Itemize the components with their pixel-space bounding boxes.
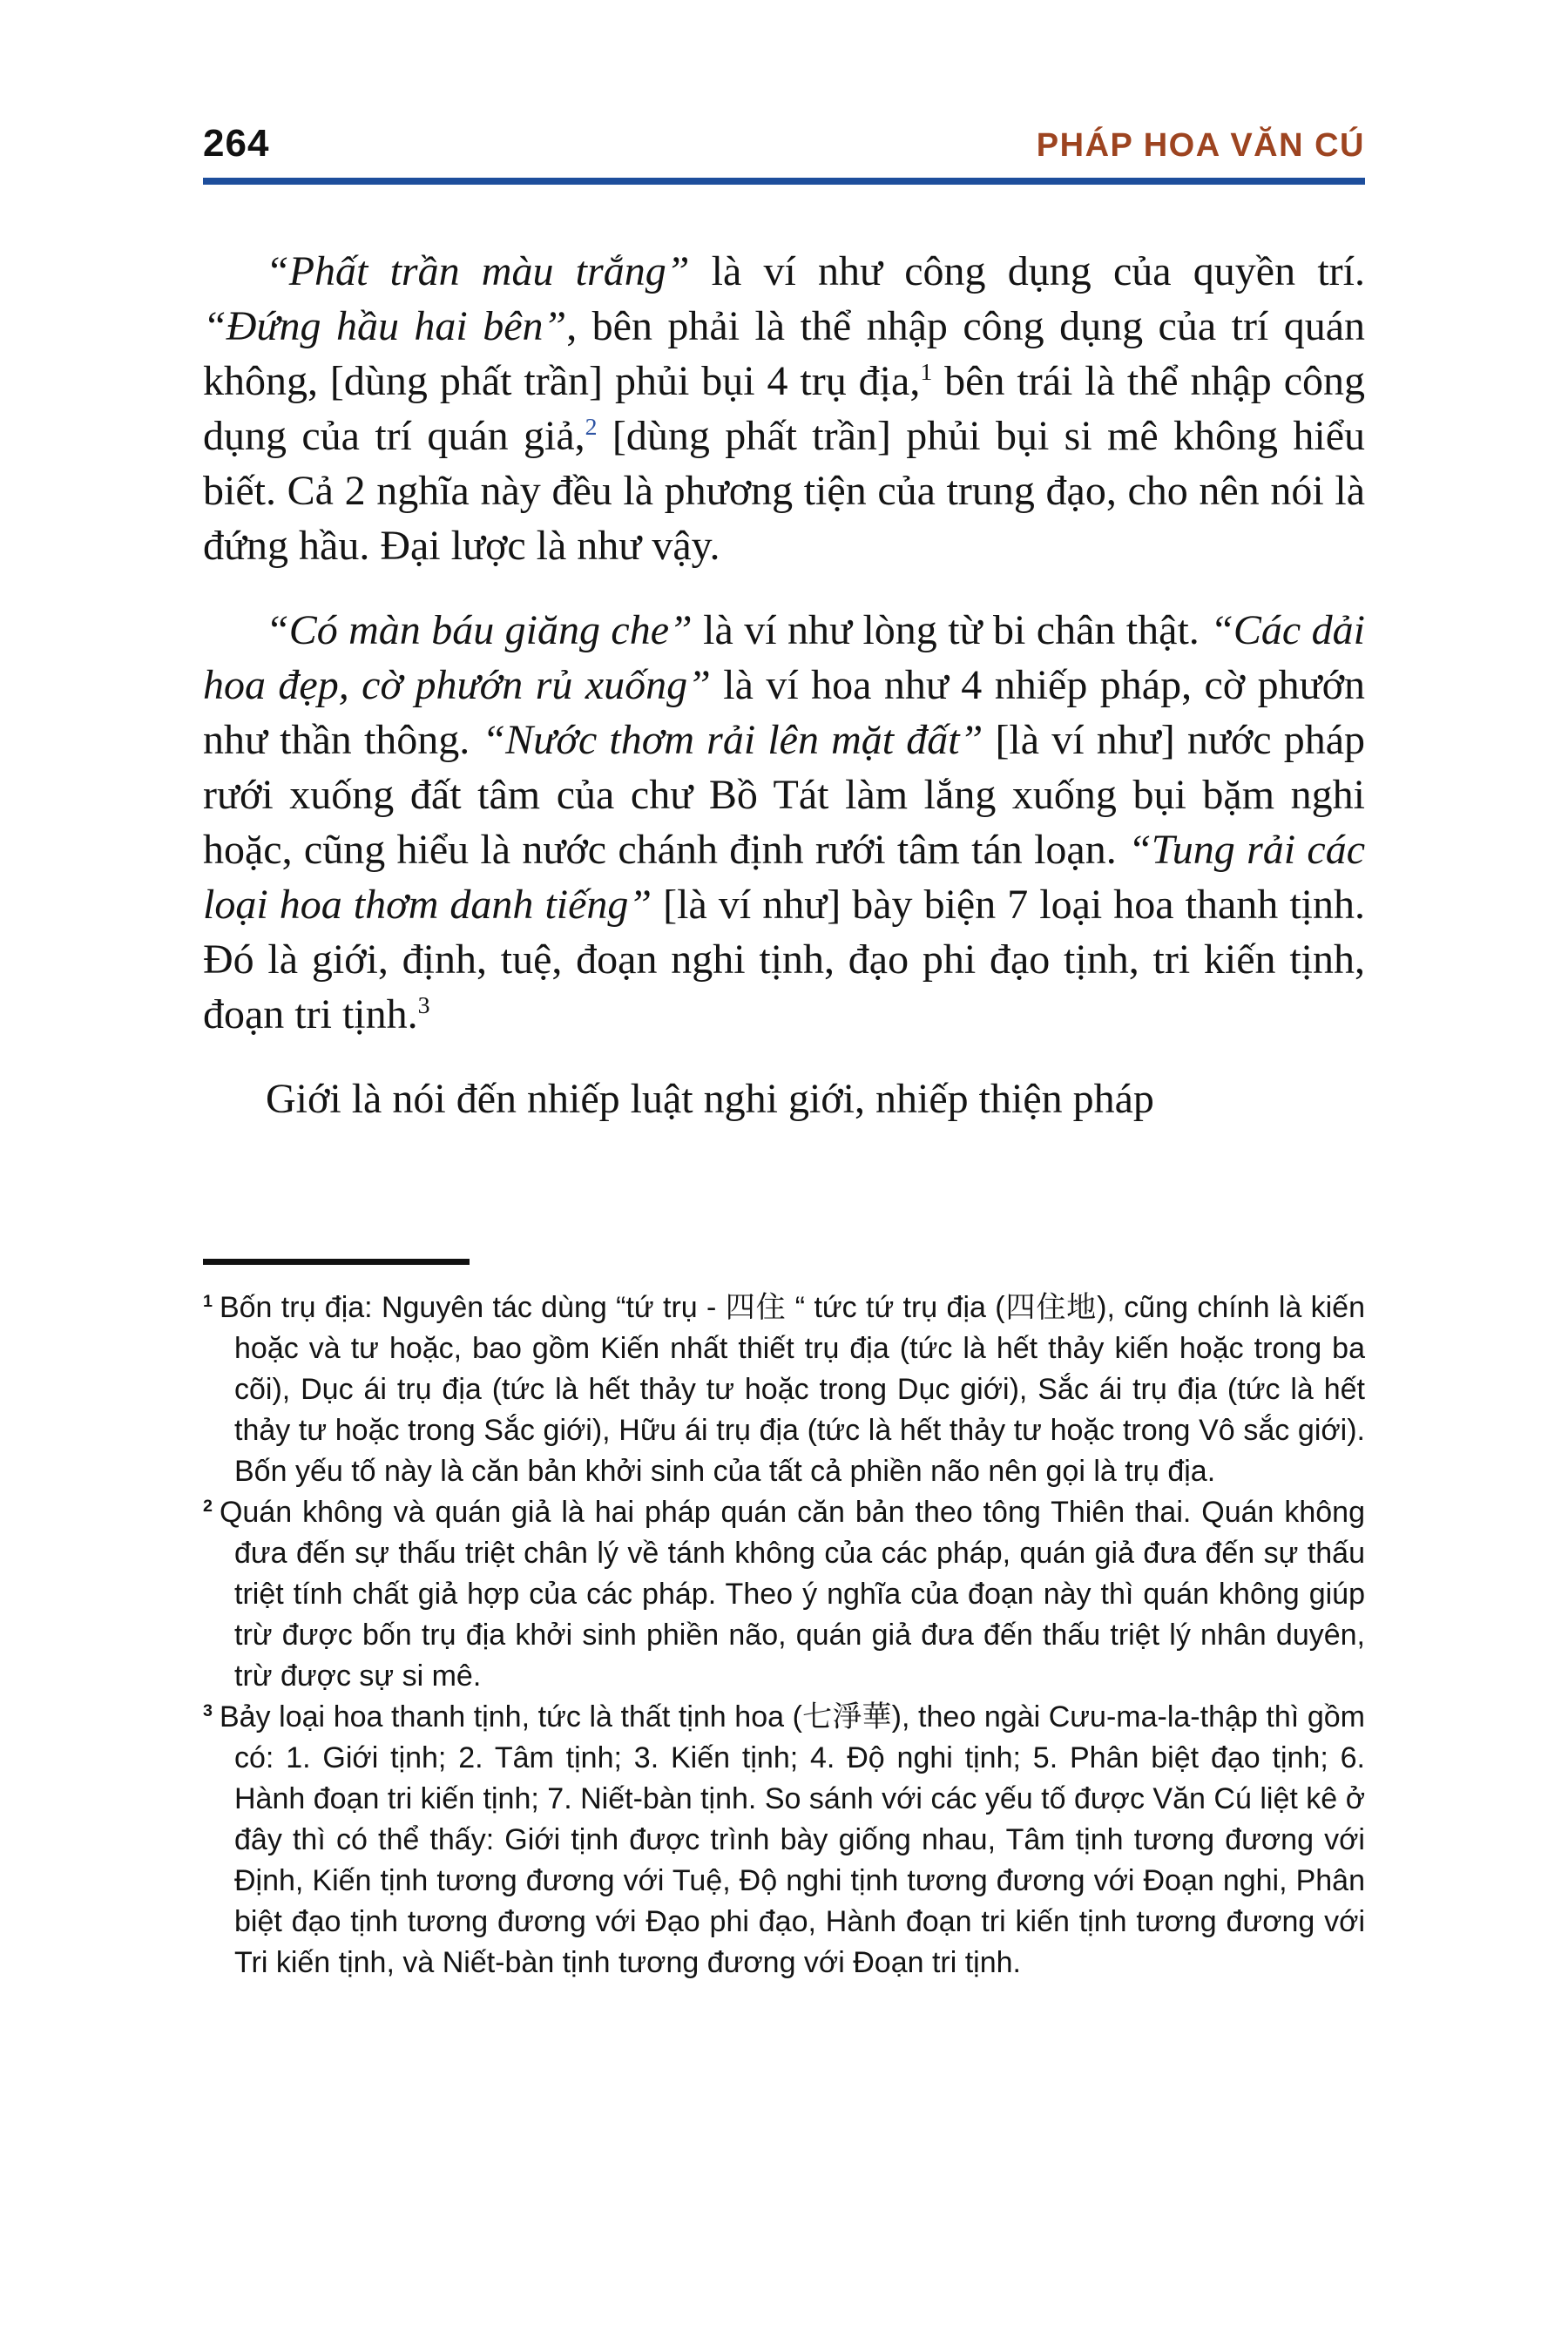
footnote-item [203, 1288, 1365, 1492]
footnote-marker: 2 [203, 1496, 213, 1516]
footnote-marker: 1 [203, 1291, 213, 1311]
footnote-item [203, 1697, 1365, 1984]
page-header [203, 122, 1365, 166]
paragraph: “Phất trần màu trắng” là ví như công dụng của quyền trí. “Đứng hầu hai bên”, bên phải là thể nhập công dụng của trí quán không, [dùng phất trần] phủi bụi 4 trụ địa,$^1$ bên trái là thể nhập công dụng của trí quán giả,$^2$ [dùng phất trần] phủi bụi si mê không hiểu biết. Cả 2 nghĩa này đều là phương tiện của trung đạo, cho nên nói là đứng hầu. Đại lược là như vậy. [203, 248, 1366, 569]
footnote-separator [203, 1259, 470, 1265]
footnotes [203, 1288, 1365, 1984]
footnote-item [203, 1492, 1365, 1697]
header-rule-divider [203, 178, 1365, 185]
running-title: PHÁP HOA VĂN CÚ [1036, 127, 1365, 164]
main-text [203, 244, 1365, 1126]
paragraph: “Có màn báu giăng che” là ví như lòng từ bi chân thật. “Các dải hoa đẹp, cờ phướn rủ xuống” là ví hoa như 4 nhiếp pháp, cờ phướn như thần thông. “Nước thơm rải lên mặt đất” [là ví như] nước pháp rưới xuống đất tâm của chư Bồ Tát làm lắng xuống bụi bặm nghi hoặc, cũng hiểu là nước chánh định rưới tâm tán loạn. “Tung rải các loại hoa thơm danh tiếng” [là ví như] bày biện 7 loại hoa thanh tịnh. Đó là giới, định, tuệ, đoạn nghi tịnh, đạo phi đạo tịnh, tri kiến tịnh, đoạn tri tịnh.$^3$ [203, 607, 1366, 1037]
paragraph: Giới là nói đến nhiếp luật nghi giới, nhiếp thiện pháp [266, 1076, 1154, 1122]
footnote-text: Quán không và quán giả là hai pháp quán căn bản theo tông Thiên thai. Quán không đưa đến sự thấu triệt chân lý về tánh không của các pháp, quán giả đưa đến sự thấu triệt tính chất giả hợp của các pháp. Theo ý nghĩa của đoạn này thì quán không giúp trừ được bốn trụ địa khởi sinh phiền não, quán giả đưa đến thấu triệt lý nhân duyên, trừ được sự si mê. [219, 1496, 1365, 1693]
footnote-text: Bốn trụ địa: Nguyên tác dùng “tứ trụ - 四住 “ tức tứ trụ địa (四住地), cũng chính là kiến hoặc và tư hoặc, bao gồm Kiến nhất thiết trụ địa (tức là hết thảy kiến hoặc trong ba cõi), Dục ái trụ địa (tức là hết thảy tư hoặc trong Dục giới), Sắc ái trụ địa (tức là hết thảy tư hoặc trong Sắc giới), Hữu ái trụ địa (tức là hết thảy tư hoặc trong Vô sắc giới). Bốn yếu tố này là căn bản khởi sinh của tất cả phiền não nên gọi là trụ địa. [219, 1291, 1365, 1488]
footnote-marker: 3 [203, 1700, 213, 1720]
page-number: 264 [203, 122, 270, 165]
footnote-text: Bảy loại hoa thanh tịnh, tức là thất tịnh hoa (七淨華), theo ngài Cưu-ma-la-thập thì gồm có: 1. Giới tịnh; 2. Tâm tịnh; 3. Kiến tịnh; 4. Độ nghi tịnh; 5. Phân biệt đạo tịnh; 6. Hành đoạn tri kiến tịnh; 7. Niết-bàn tịnh. So sánh với các yếu tố được Văn Cú liệt kê ở đây thì có thể thấy: Giới tịnh được trình bày giống nhau, Tâm tịnh tương đương với Định, Kiến tịnh tương đương với Tuệ, Độ nghi tịnh tương đương với Đoạn nghi, Phân biệt đạo tịnh tương đương với Đạo phi đạo, Hành đoạn tri kiến tịnh tương đương với Tri kiến tịnh, và Niết-bàn tịnh tương đương với Đoạn tri tịnh. [219, 1700, 1365, 1979]
